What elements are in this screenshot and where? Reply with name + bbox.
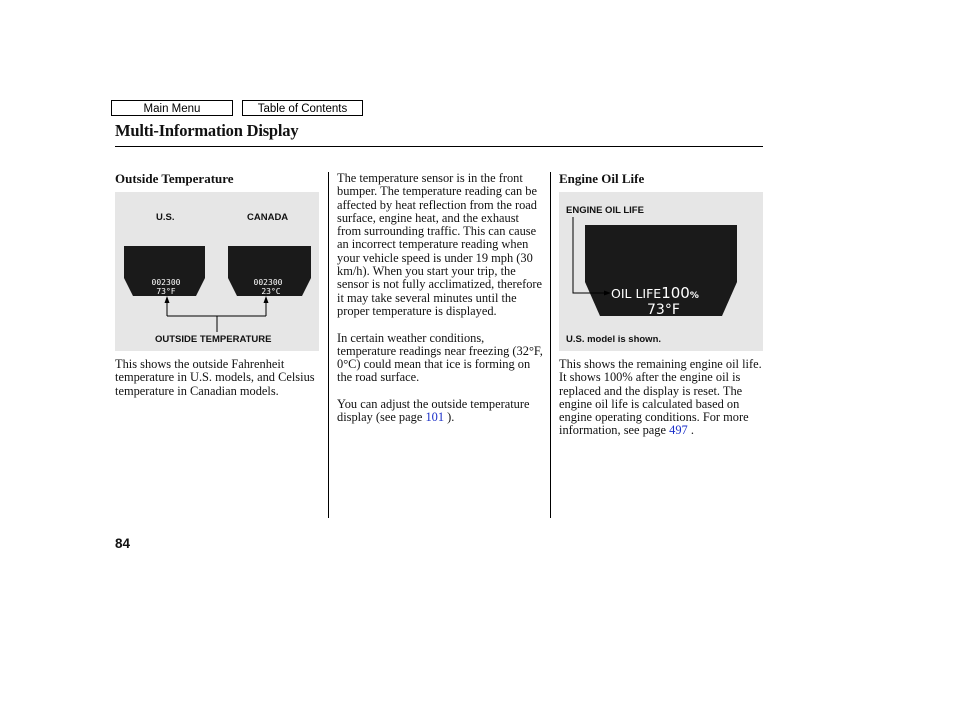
engine-oil-life-figure <box>559 192 763 351</box>
us-temperature-readout: 73°F <box>156 287 176 296</box>
oil-life-caption: U.S. model is shown. <box>566 334 662 345</box>
page-101-link[interactable]: 101 <box>425 410 445 425</box>
page-number: 84 <box>115 536 131 551</box>
column-divider-1 <box>328 172 329 518</box>
us-label: U.S. <box>156 212 175 223</box>
canada-arrow-icon <box>264 296 269 303</box>
outside-temperature-figure <box>115 192 319 351</box>
page-497-link[interactable]: 497 <box>669 423 688 438</box>
engine-oil-life-label: ENGINE OIL LIFE <box>566 205 644 216</box>
us-odometer-readout: 002300 <box>151 278 181 287</box>
engine-oil-life-heading: Engine Oil Life <box>559 171 645 186</box>
outside-temperature-description: This shows the outside Fahrenheit temperature in U.S. models, and Celsius temperature in Canadian models. <box>115 357 315 398</box>
table-of-contents-button[interactable]: Table of Contents <box>242 100 363 116</box>
adjust-display-paragraph <box>337 398 543 425</box>
oil-life-display-value: 100 <box>661 284 690 302</box>
oil-life-display-label: OIL LIFE <box>611 286 662 301</box>
outside-temperature-caption: OUTSIDE TEMPERATURE <box>155 334 272 345</box>
temperature-gauges-graphic <box>115 192 319 351</box>
oil-life-display-temperature: 73°F <box>647 302 680 318</box>
page-title: Multi-Information Display <box>115 121 299 140</box>
adjust-display-suffix: ). <box>447 410 455 425</box>
engine-oil-life-description <box>559 358 769 438</box>
adjust-display-text: You can adjust the outside temperature display (see page <box>337 397 530 425</box>
outside-temperature-heading: Outside Temperature <box>115 171 234 186</box>
column-divider-2 <box>550 172 551 518</box>
main-menu-button[interactable]: Main Menu <box>111 100 233 116</box>
canada-label: CANADA <box>247 212 289 223</box>
middle-column-text <box>337 172 543 425</box>
oil-life-description-suffix: . <box>690 423 694 438</box>
sensor-paragraph: The temperature sensor is in the front bumper. The temperature reading can be affected by heat reflection from the road surface, engine heat, and the exhaust from surrounding traffic. This can cause an incorrect temperature reading when your vehicle speed is under 19 mph (30 km/h). When you start your trip, the sensor is not fully acclimatized, therefore it may take several minutes until the proper temperature is displayed. <box>337 171 543 318</box>
weather-paragraph: In certain weather conditions, temperature readings near freezing (32°F, 0°C) could mean that ice is forming on the road surface. <box>337 330 543 385</box>
oil-life-description-text: This shows the remaining engine oil life. It shows 100% after the engine oil is replaced and the display is reset. The engine oil life is calculated based on engine operating conditions. For more information, see page <box>559 357 762 438</box>
oil-life-display-graphic <box>559 192 763 351</box>
canada-temperature-readout: 23°C <box>261 287 281 296</box>
oil-life-display-unit: % <box>689 291 699 301</box>
title-divider <box>115 146 763 147</box>
us-arrow-icon <box>165 296 170 303</box>
canada-odometer-readout: 002300 <box>253 278 283 287</box>
